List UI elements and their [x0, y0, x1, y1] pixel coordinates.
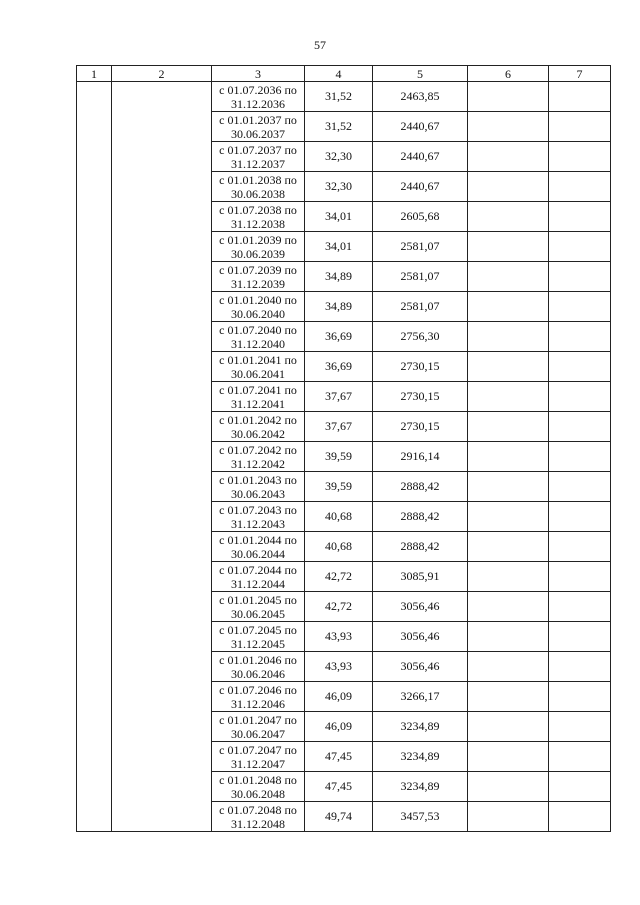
col7-cell	[549, 262, 611, 292]
table-row	[77, 82, 611, 112]
col7-cell	[549, 802, 611, 832]
period-cell: с 01.07.2043 по 31.12.2043	[212, 502, 305, 532]
col6-cell	[468, 442, 549, 472]
rate-cell: 46,09	[305, 682, 373, 712]
period-cell: с 01.07.2037 по 31.12.2037	[212, 142, 305, 172]
period-cell: с 01.07.2041 по 31.12.2041	[212, 382, 305, 412]
column-header: 3	[212, 66, 305, 82]
amount-cell: 3056,46	[373, 652, 468, 682]
rate-cell: 43,93	[305, 622, 373, 652]
column-header: 1	[77, 66, 112, 82]
period-cell: с 01.07.2045 по 31.12.2045	[212, 622, 305, 652]
amount-cell: 3085,91	[373, 562, 468, 592]
rate-cell: 31,52	[305, 82, 373, 112]
col7-cell	[549, 442, 611, 472]
column-header: 5	[373, 66, 468, 82]
amount-cell: 2581,07	[373, 292, 468, 322]
col7-cell	[549, 412, 611, 442]
col7-cell	[549, 172, 611, 202]
period-cell: с 01.01.2042 по 30.06.2042	[212, 412, 305, 442]
col6-cell	[468, 592, 549, 622]
amount-cell: 3266,17	[373, 682, 468, 712]
period-cell: с 01.01.2046 по 30.06.2046	[212, 652, 305, 682]
amount-cell: 2605,68	[373, 202, 468, 232]
col7-cell	[549, 592, 611, 622]
rate-cell: 42,72	[305, 562, 373, 592]
column-header: 4	[305, 66, 373, 82]
period-cell: с 01.01.2039 по 30.06.2039	[212, 232, 305, 262]
period-cell: с 01.01.2041 по 30.06.2041	[212, 352, 305, 382]
col6-cell	[468, 652, 549, 682]
amount-cell: 2440,67	[373, 172, 468, 202]
period-cell: с 01.07.2040 по 31.12.2040	[212, 322, 305, 352]
col6-cell	[468, 502, 549, 532]
amount-cell: 2730,15	[373, 382, 468, 412]
period-cell: с 01.07.2046 по 31.12.2046	[212, 682, 305, 712]
col6-cell	[468, 562, 549, 592]
period-cell: с 01.01.2044 по 30.06.2044	[212, 532, 305, 562]
amount-cell: 2888,42	[373, 502, 468, 532]
amount-cell: 3457,53	[373, 802, 468, 832]
rate-cell: 47,45	[305, 772, 373, 802]
col6-cell	[468, 292, 549, 322]
amount-cell: 3234,89	[373, 772, 468, 802]
rate-cell: 37,67	[305, 412, 373, 442]
col6-cell	[468, 112, 549, 142]
rate-cell: 32,30	[305, 142, 373, 172]
col6-cell	[468, 532, 549, 562]
rate-cell: 47,45	[305, 742, 373, 772]
rate-cell: 49,74	[305, 802, 373, 832]
rate-cell: 42,72	[305, 592, 373, 622]
period-cell: с 01.07.2038 по 31.12.2038	[212, 202, 305, 232]
period-cell: с 01.01.2045 по 30.06.2045	[212, 592, 305, 622]
amount-cell: 2581,07	[373, 262, 468, 292]
col6-cell	[468, 322, 549, 352]
rate-cell: 40,68	[305, 532, 373, 562]
amount-cell: 2463,85	[373, 82, 468, 112]
amount-cell: 3234,89	[373, 742, 468, 772]
rate-cell: 43,93	[305, 652, 373, 682]
amount-cell: 3234,89	[373, 712, 468, 742]
rate-cell: 34,01	[305, 202, 373, 232]
col6-cell	[468, 262, 549, 292]
column-header: 2	[112, 66, 212, 82]
amount-cell: 2581,07	[373, 232, 468, 262]
rate-cell: 32,30	[305, 172, 373, 202]
rate-cell: 34,89	[305, 262, 373, 292]
col6-cell	[468, 352, 549, 382]
header-row	[77, 66, 611, 82]
col2-cell	[112, 82, 212, 832]
period-cell: с 01.07.2042 по 31.12.2042	[212, 442, 305, 472]
col7-cell	[549, 322, 611, 352]
rate-cell: 36,69	[305, 352, 373, 382]
col6-cell	[468, 82, 549, 112]
col6-cell	[468, 712, 549, 742]
col6-cell	[468, 622, 549, 652]
col6-cell	[468, 682, 549, 712]
col6-cell	[468, 742, 549, 772]
col6-cell	[468, 412, 549, 442]
period-cell: с 01.01.2037 по 30.06.2037	[212, 112, 305, 142]
col6-cell	[468, 472, 549, 502]
col6-cell	[468, 802, 549, 832]
period-cell: с 01.07.2039 по 31.12.2039	[212, 262, 305, 292]
amount-cell: 2440,67	[373, 142, 468, 172]
period-cell: с 01.01.2038 по 30.06.2038	[212, 172, 305, 202]
amount-cell: 2888,42	[373, 532, 468, 562]
amount-cell: 3056,46	[373, 622, 468, 652]
rate-cell: 46,09	[305, 712, 373, 742]
period-cell: с 01.07.2048 по 31.12.2048	[212, 802, 305, 832]
col7-cell	[549, 82, 611, 112]
col7-cell	[549, 532, 611, 562]
col7-cell	[549, 772, 611, 802]
amount-cell: 3056,46	[373, 592, 468, 622]
amount-cell: 2440,67	[373, 112, 468, 142]
col6-cell	[468, 772, 549, 802]
rate-cell: 31,52	[305, 112, 373, 142]
rate-cell: 37,67	[305, 382, 373, 412]
rate-cell: 40,68	[305, 502, 373, 532]
rate-cell: 39,59	[305, 442, 373, 472]
col7-cell	[549, 622, 611, 652]
col6-cell	[468, 142, 549, 172]
rate-cell: 34,89	[305, 292, 373, 322]
col6-cell	[468, 382, 549, 412]
tariff-table	[76, 65, 611, 832]
rate-cell: 36,69	[305, 322, 373, 352]
amount-cell: 2730,15	[373, 412, 468, 442]
col6-cell	[468, 172, 549, 202]
col7-cell	[549, 562, 611, 592]
period-cell: с 01.01.2040 по 30.06.2040	[212, 292, 305, 322]
col7-cell	[549, 742, 611, 772]
amount-cell: 2916,14	[373, 442, 468, 472]
col7-cell	[549, 502, 611, 532]
col7-cell	[549, 202, 611, 232]
col7-cell	[549, 292, 611, 322]
amount-cell: 2888,42	[373, 472, 468, 502]
period-cell: с 01.07.2044 по 31.12.2044	[212, 562, 305, 592]
rate-cell: 34,01	[305, 232, 373, 262]
col7-cell	[549, 682, 611, 712]
column-header: 6	[468, 66, 549, 82]
period-cell: с 01.01.2043 по 30.06.2043	[212, 472, 305, 502]
col6-cell	[468, 202, 549, 232]
col7-cell	[549, 142, 611, 172]
col1-cell	[77, 82, 112, 832]
column-header: 7	[549, 66, 611, 82]
col7-cell	[549, 712, 611, 742]
col7-cell	[549, 352, 611, 382]
amount-cell: 2730,15	[373, 352, 468, 382]
period-cell: с 01.01.2047 по 30.06.2047	[212, 712, 305, 742]
amount-cell: 2756,30	[373, 322, 468, 352]
col6-cell	[468, 232, 549, 262]
col7-cell	[549, 652, 611, 682]
col7-cell	[549, 112, 611, 142]
col7-cell	[549, 232, 611, 262]
col7-cell	[549, 382, 611, 412]
period-cell: с 01.07.2047 по 31.12.2047	[212, 742, 305, 772]
period-cell: с 01.01.2048 по 30.06.2048	[212, 772, 305, 802]
col7-cell	[549, 472, 611, 502]
period-cell: с 01.07.2036 по 31.12.2036	[212, 82, 305, 112]
rate-cell: 39,59	[305, 472, 373, 502]
page-number: 57	[314, 38, 326, 52]
